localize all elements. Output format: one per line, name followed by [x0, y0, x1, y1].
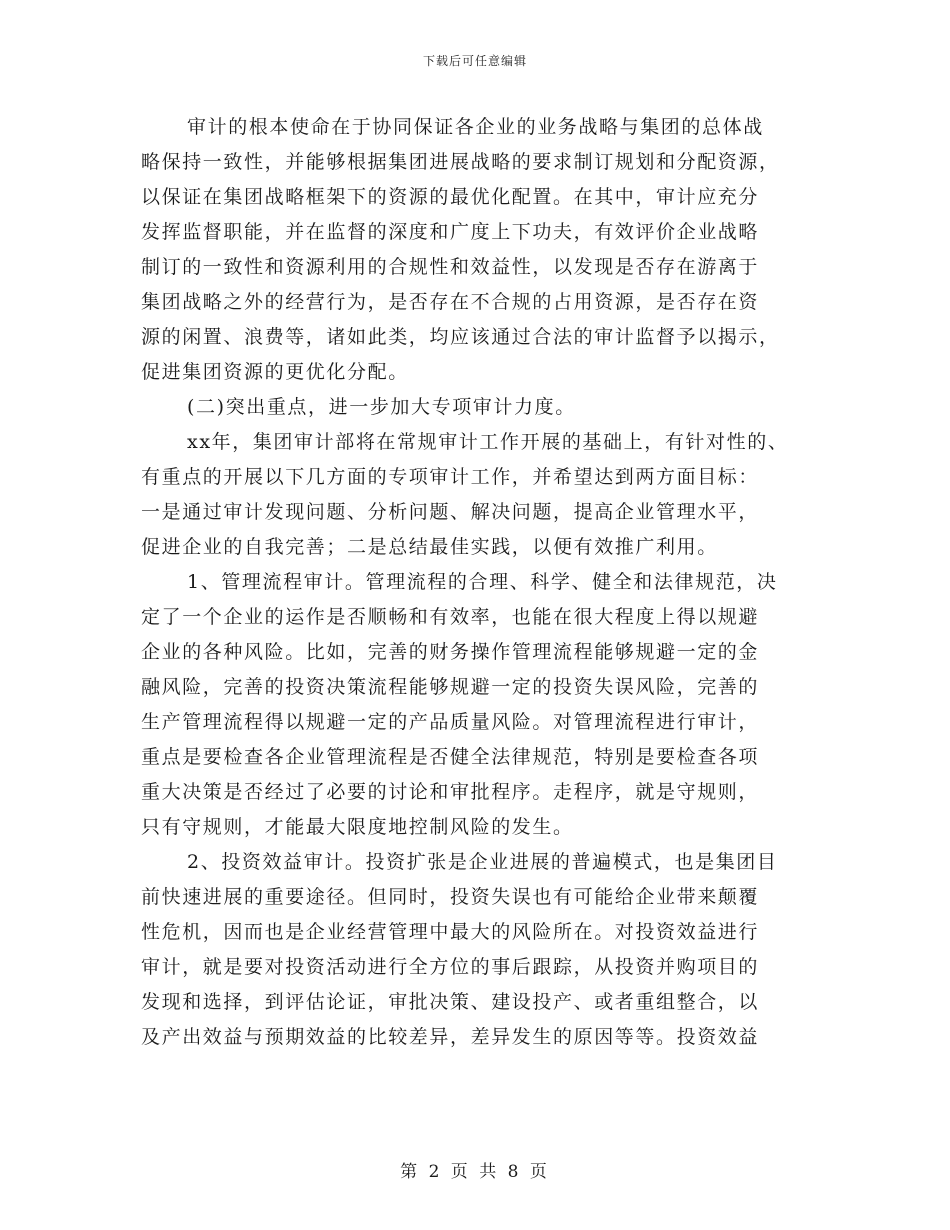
- text-line: xx年，集团审计部将在常规审计工作开展的基础上，有针对性的、: [187, 431, 789, 453]
- text-line: 只有守规则，才能最大限度地控制风险的发生。: [141, 816, 574, 838]
- page-header-note: 下载后可任意编辑: [422, 54, 527, 68]
- text-line: 制订的一致性和资源利用的合规性和效益性，以发现是否存在游离于: [141, 256, 760, 278]
- text-line: 重大决策是否经过了必要的讨论和审批程序。走程序，就是守规则，: [141, 781, 760, 803]
- text-line: 性危机，因而也是企业经营管理中最大的风险所在。对投资效益进行: [141, 921, 760, 943]
- text-line: 以保证在集团战略框架下的资源的最优化配置。在其中，审计应充分: [141, 186, 760, 208]
- text-line: 融风险，完善的投资决策流程能够规避一定的投资失误风险，完善的: [141, 676, 760, 698]
- text-line: 有重点的开展以下几方面的专项审计工作，并希望达到两方面目标：: [141, 466, 760, 488]
- text-line: 1、管理流程审计。管理流程的合理、科学、健全和法律规范，决: [187, 571, 778, 593]
- text-line: 源的闲置、浪费等，诸如此类，均应该通过合法的审计监督予以揭示，: [141, 326, 780, 348]
- text-line: 促进集团资源的更优化分配。: [141, 361, 409, 383]
- text-line: 审计，就是要对投资活动进行全方位的事后跟踪，从投资并购项目的: [141, 956, 760, 978]
- text-line: 企业的各种风险。比如，完善的财务操作管理流程能够规避一定的金: [141, 641, 760, 663]
- page-number: 第 2 页 共 8 页: [400, 1162, 550, 1182]
- text-line: 及产出效益与预期效益的比较差异，差异发生的原因等等。投资效益: [141, 1026, 760, 1048]
- text-line: 审计的根本使命在于协同保证各企业的业务战略与集团的总体战: [187, 116, 764, 138]
- document-body: [141, 110, 821, 1055]
- text-line: 定了一个企业的运作是否顺畅和有效率，也能在很大程度上得以规避: [141, 606, 760, 628]
- text-line: 生产管理流程得以规避一定的产品质量风险。对管理流程进行审计，: [141, 711, 760, 733]
- text-line: 一是通过审计发现问题、分析问题、解决问题，提高企业管理水平，: [141, 501, 760, 523]
- text-line: 略保持一致性，并能够根据集团进展战略的要求制订规划和分配资源，: [141, 151, 780, 173]
- text-line: 前快速进展的重要途径。但同时，投资失误也有可能给企业带来颠覆: [141, 886, 760, 908]
- section-heading: (二)突出重点，进一步加大专项审计力度。: [187, 396, 576, 418]
- text-line: 集团战略之外的经营行为，是否存在不合规的占用资源，是否存在资: [141, 291, 760, 313]
- text-line: 促进企业的自我完善；二是总结最佳实践，以便有效推广利用。: [141, 536, 718, 558]
- text-line: 重点是要检查各企业管理流程是否健全法律规范，特别是要检查各项: [141, 746, 760, 768]
- text-line: 发挥监督职能，并在监督的深度和广度上下功夫，有效评价企业战略: [141, 221, 760, 243]
- text-line: 2、投资效益审计。投资扩张是企业进展的普遍模式，也是集团目: [187, 851, 778, 873]
- text-line: 发现和选择，到评估论证，审批决策、建设投产、或者重组整合，以: [141, 991, 760, 1013]
